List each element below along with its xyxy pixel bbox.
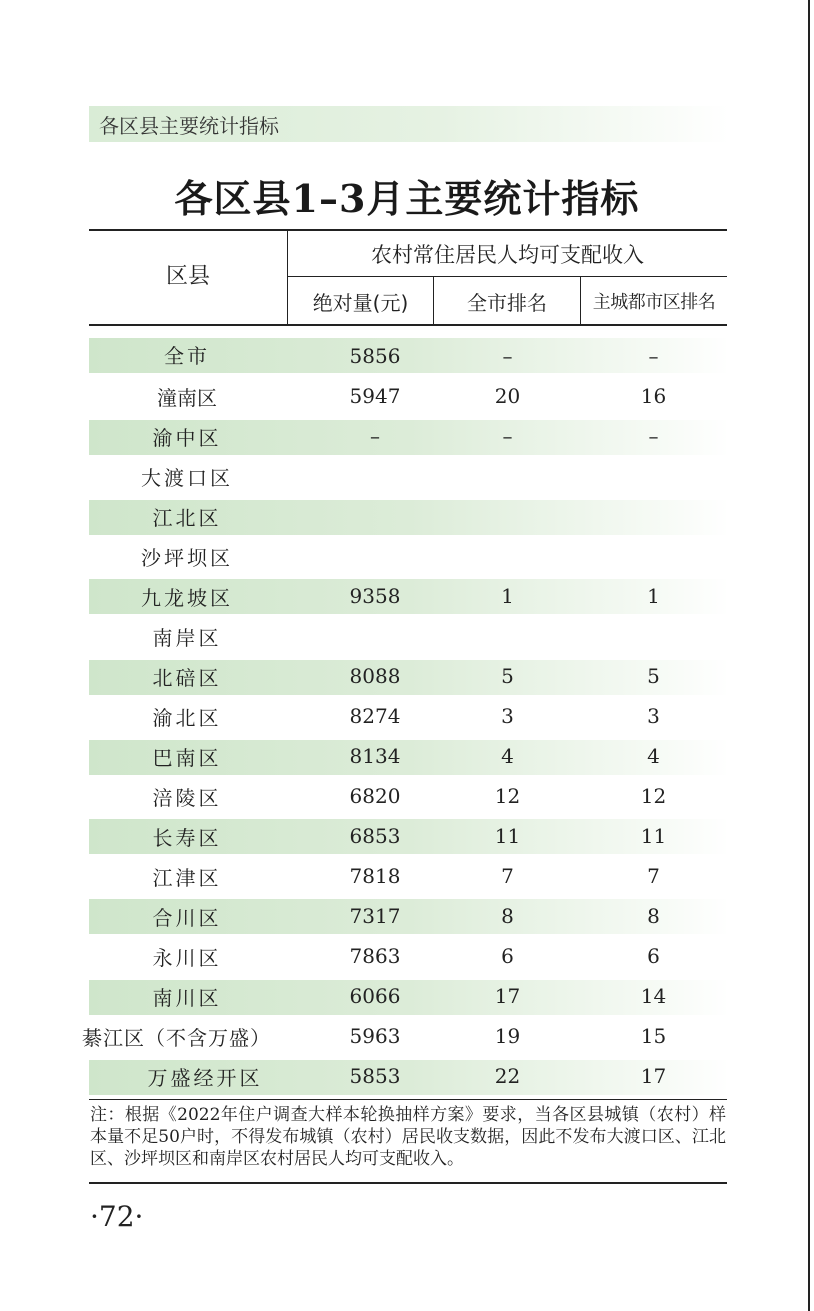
- header-mid-rule: [287, 276, 727, 277]
- table-top-rule: [89, 229, 727, 231]
- table-cell-urban-rank: 11: [640, 824, 667, 848]
- table-cell-district: 江津区: [152, 866, 222, 890]
- table-cell-absolute: [325, 496, 425, 536]
- page-title: 各区县1–3月主要统计指标: [174, 176, 640, 221]
- table-cell-urban-rank: 16: [640, 384, 667, 408]
- table-cell-urban-rank: 17: [640, 1064, 667, 1088]
- header-absolute: 绝对量(元): [312, 291, 409, 315]
- table-cell-city-rank: [460, 616, 555, 656]
- table-cell-district: 南岸区: [152, 626, 222, 650]
- table-cell-absolute: 5853: [349, 1064, 401, 1088]
- table-cell-absolute: –: [370, 424, 380, 448]
- table-cell-urban-rank: 7: [647, 864, 660, 888]
- section-banner: [89, 106, 729, 142]
- table-cell-city-rank: 4: [501, 744, 514, 768]
- table-cell-absolute: [325, 616, 425, 656]
- table-cell-urban-rank: [606, 496, 701, 536]
- table-cell-absolute: [325, 456, 425, 496]
- table-cell-absolute: 5963: [349, 1024, 401, 1048]
- table-cell-absolute: 7818: [349, 864, 401, 888]
- table-cell-absolute: [325, 536, 425, 576]
- table-cell-district: 大渡口区: [141, 466, 233, 490]
- table-cell-absolute: 6066: [349, 984, 401, 1008]
- table-cell-absolute: 8088: [349, 664, 401, 688]
- footer-rule: [89, 1182, 727, 1184]
- table-cell-city-rank: 19: [494, 1024, 521, 1048]
- table-cell-city-rank: 22: [494, 1064, 521, 1088]
- table-cell-city-rank: 11: [494, 824, 521, 848]
- table-cell-urban-rank: –: [648, 424, 659, 448]
- table-cell-urban-rank: [606, 456, 701, 496]
- table-cell-city-rank: 7: [501, 864, 514, 888]
- table-cell-urban-rank: –: [648, 344, 659, 368]
- table-cell-city-rank: 8: [501, 904, 514, 928]
- table-cell-city-rank: 3: [501, 704, 514, 728]
- table-cell-urban-rank: [606, 616, 701, 656]
- header-urban-rank: 主城都市区排名: [592, 292, 716, 313]
- table-cell-district: 潼南区: [157, 386, 217, 410]
- table-cell-urban-rank: 8: [647, 904, 660, 928]
- table-cell-urban-rank: 5: [647, 664, 660, 688]
- table-cell-urban-rank: 14: [640, 984, 667, 1008]
- table-cell-district: 南川区: [152, 986, 222, 1010]
- table-cell-city-rank: –: [502, 424, 513, 448]
- table-cell-district: 全市: [164, 344, 210, 368]
- table-cell-city-rank: 20: [494, 384, 521, 408]
- table-cell-city-rank: 1: [501, 584, 514, 608]
- section-header-text: 各区县主要统计指标: [99, 114, 279, 138]
- table-cell-city-rank: 5: [501, 664, 514, 688]
- header-income-group: 农村常住居民人均可支配收入: [371, 243, 644, 267]
- table-cell-city-rank: 6: [501, 944, 514, 968]
- table-cell-absolute: 9358: [349, 584, 401, 608]
- table-cell-urban-rank: 3: [647, 704, 660, 728]
- table-cell-district: 綦江区（不含万盛）: [82, 1026, 271, 1050]
- table-cell-district: 长寿区: [152, 826, 222, 850]
- table-cell-urban-rank: 4: [647, 744, 660, 768]
- table-cell-absolute: 6820: [349, 784, 401, 808]
- table-cell-absolute: 5856: [349, 344, 401, 368]
- table-cell-city-rank: 17: [494, 984, 521, 1008]
- table-cell-district: 万盛经开区: [147, 1066, 263, 1090]
- header-district: 区县: [165, 264, 210, 289]
- table-cell-city-rank: [460, 496, 555, 536]
- table-cell-absolute: 7317: [349, 904, 401, 928]
- table-cell-city-rank: 12: [494, 784, 521, 808]
- table-cell-district: 涪陵区: [152, 786, 222, 810]
- table-cell-district: 沙坪坝区: [141, 546, 233, 570]
- header-city-rank: 全市排名: [467, 291, 547, 315]
- table-cell-urban-rank: 6: [647, 944, 660, 968]
- table-cell-district: 渝北区: [152, 706, 222, 730]
- table-cell-district: 九龙坡区: [141, 586, 233, 610]
- table-cell-district: 渝中区: [152, 426, 222, 450]
- table-cell-district: 北碚区: [152, 666, 222, 690]
- table-bottom-rule: [89, 1099, 727, 1100]
- table-cell-city-rank: –: [502, 344, 513, 368]
- table-cell-city-rank: [460, 456, 555, 496]
- table-cell-urban-rank: [606, 536, 701, 576]
- table-cell-urban-rank: 1: [647, 584, 660, 608]
- table-cell-district: 合川区: [152, 906, 222, 930]
- table-cell-urban-rank: 15: [640, 1024, 667, 1048]
- footnote: 注：根据《2022年住户调查大样本轮换抽样方案》要求，当各区县城镇（农村）样本量不足50户时，不得发布城镇（农村）居民收支数据，因此不发布大渡口区、江北区、沙坪坝区和南岸区农村居民人均可支配收入。: [90, 1105, 726, 1169]
- page-number: ·72·: [90, 1200, 144, 1233]
- table-cell-absolute: 6853: [349, 824, 401, 848]
- table-cell-absolute: 8274: [349, 704, 401, 728]
- table-cell-urban-rank: 12: [640, 784, 667, 808]
- table-cell-absolute: 5947: [349, 384, 401, 408]
- table-cell-district: 永川区: [152, 946, 222, 970]
- table-cell-district: 巴南区: [152, 746, 222, 770]
- table-cell-absolute: 7863: [349, 944, 401, 968]
- header-bottom-rule: [89, 324, 727, 326]
- table-cell-absolute: 8134: [349, 744, 401, 768]
- table-cell-city-rank: [460, 536, 555, 576]
- table-cell-district: 江北区: [152, 506, 222, 530]
